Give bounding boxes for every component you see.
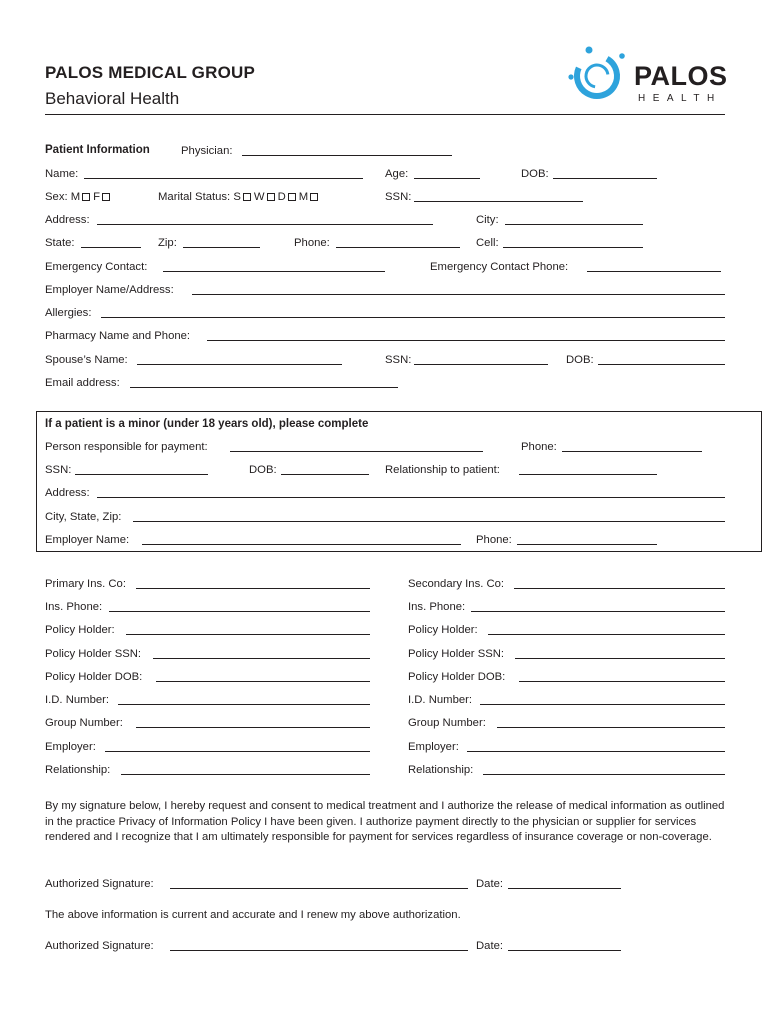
minor-phone-label: Phone: [521, 441, 557, 453]
primary-holder-dob-field[interactable] [156, 681, 370, 682]
signature-1-label: Authorized Signature: [45, 878, 154, 890]
marital-m-checkbox[interactable] [310, 193, 318, 201]
minor-heading: If a patient is a minor (under 18 years old), please complete [45, 418, 369, 430]
secondary-relationship-field[interactable] [483, 774, 725, 775]
secondary-phone-field[interactable] [471, 611, 725, 612]
ssn-label: SSN: [385, 191, 412, 203]
sex-f-label: F [93, 191, 101, 203]
emergency-contact-label: Emergency Contact: [45, 261, 148, 273]
secondary-ins-field[interactable] [514, 588, 725, 589]
palos-logo [566, 42, 730, 106]
marital-status-label: Marital Status: [158, 191, 231, 203]
minor-ssn-field[interactable] [75, 474, 208, 475]
state-label: State: [45, 237, 75, 249]
date-2-field[interactable] [508, 950, 621, 951]
city-field[interactable] [505, 224, 643, 225]
date-1-field[interactable] [508, 888, 621, 889]
minor-dob-field[interactable] [281, 474, 369, 475]
spouse-name-label: Spouse’s Name: [45, 354, 128, 366]
city-state-zip-label: City, State, Zip: [45, 511, 122, 523]
sex-label: Sex: [45, 191, 68, 203]
minor-employer-phone-field[interactable] [517, 544, 657, 545]
allergies-label: Allergies: [45, 307, 92, 319]
secondary-group-field[interactable] [497, 727, 725, 728]
primary-phone-label: Ins. Phone: [45, 601, 103, 613]
department-name: Behavioral Health [45, 89, 180, 108]
spouse-ssn-label: SSN: [385, 354, 412, 366]
minor-employer-phone-label: Phone: [476, 534, 512, 546]
city-label: City: [476, 214, 499, 226]
name-field[interactable] [84, 178, 363, 179]
primary-employer-field[interactable] [105, 751, 370, 752]
secondary-phone-label: Ins. Phone: [408, 601, 466, 613]
secondary-holder-label: Policy Holder: [408, 624, 478, 636]
marital-w-checkbox[interactable] [267, 193, 275, 201]
sex-m-checkbox[interactable] [82, 193, 90, 201]
secondary-holder-ssn-label: Policy Holder SSN: [408, 648, 505, 660]
emergency-phone-label: Emergency Contact Phone: [430, 261, 569, 273]
city-state-zip-field[interactable] [133, 521, 725, 522]
consent-paragraph: By my signature below, I hereby request and consent to medical treatment and I authorize the release of medical information as outlined in the practice Privacy of Information Policy I have been given. I authorize payment directly to the physician or supplier for services rendered and I recognize that I am ultimately responsible for payment for services regardless of insurance coverage or non-coverage. [45, 800, 725, 844]
signature-1-field[interactable] [170, 888, 468, 889]
primary-id-label: I.D. Number: [45, 694, 110, 706]
zip-field[interactable] [183, 247, 260, 248]
responsible-field[interactable] [230, 451, 483, 452]
minor-address-field[interactable] [97, 497, 725, 498]
email-label: Email address: [45, 377, 120, 389]
marital-row [158, 190, 321, 204]
primary-holder-field[interactable] [126, 634, 370, 635]
ssn-field[interactable] [414, 201, 583, 202]
physician-label: Physician: [181, 145, 233, 157]
date-1-label: Date: [476, 878, 504, 890]
spouse-name-field[interactable] [137, 364, 342, 365]
marital-s-label: S [233, 191, 241, 203]
sex-f-checkbox[interactable] [102, 193, 110, 201]
minor-ssn-label: SSN: [45, 464, 72, 476]
emergency-contact-field[interactable] [163, 271, 385, 272]
relationship-field[interactable] [519, 474, 657, 475]
primary-holder-ssn-field[interactable] [153, 658, 370, 659]
primary-ins-label: Primary Ins. Co: [45, 578, 126, 590]
cell-field[interactable] [503, 247, 643, 248]
allergies-field[interactable] [101, 317, 725, 318]
emergency-phone-field[interactable] [587, 271, 721, 272]
date-2-label: Date: [476, 940, 504, 952]
pharmacy-field[interactable] [207, 340, 725, 341]
secondary-id-label: I.D. Number: [408, 694, 473, 706]
secondary-employer-field[interactable] [467, 751, 725, 752]
marital-w-label: W [253, 191, 265, 203]
marital-d-label: D [277, 191, 286, 203]
primary-ins-field[interactable] [136, 588, 370, 589]
secondary-group-label: Group Number: [408, 717, 486, 729]
pharmacy-label: Pharmacy Name and Phone: [45, 330, 191, 342]
signature-2-label: Authorized Signature: [45, 940, 154, 952]
spouse-dob-field[interactable] [598, 364, 725, 365]
secondary-holder-field[interactable] [488, 634, 725, 635]
sex-row [45, 190, 113, 204]
name-label: Name: [45, 168, 79, 180]
logo-tagline: HEALTH [638, 93, 722, 104]
primary-relationship-field[interactable] [121, 774, 370, 775]
primary-holder-label: Policy Holder: [45, 624, 115, 636]
email-field[interactable] [130, 387, 398, 388]
secondary-holder-dob-label: Policy Holder DOB: [408, 671, 506, 683]
physician-field[interactable] [242, 155, 452, 156]
primary-holder-dob-label: Policy Holder DOB: [45, 671, 143, 683]
sex-m-label: M [70, 191, 81, 203]
primary-employer-label: Employer: [45, 741, 96, 753]
marital-d-checkbox[interactable] [288, 193, 296, 201]
minor-section-box [36, 411, 762, 552]
primary-holder-ssn-label: Policy Holder SSN: [45, 648, 142, 660]
relationship-label: Relationship to patient: [385, 464, 500, 476]
secondary-ins-label: Secondary Ins. Co: [408, 578, 505, 590]
secondary-id-field[interactable] [480, 704, 725, 705]
minor-dob-label: DOB: [249, 464, 277, 476]
primary-phone-field[interactable] [109, 611, 370, 612]
minor-address-label: Address: [45, 487, 90, 499]
secondary-holder-ssn-field[interactable] [515, 658, 725, 659]
spouse-dob-label: DOB: [566, 354, 594, 366]
cell-label: Cell: [476, 237, 499, 249]
header-rule [45, 114, 725, 115]
dob-label: DOB: [521, 168, 549, 180]
primary-relationship-label: Relationship: [45, 764, 111, 776]
patient-info-heading: Patient Information [45, 144, 150, 156]
primary-group-label: Group Number: [45, 717, 123, 729]
signature-2-field[interactable] [170, 950, 468, 951]
secondary-holder-dob-field[interactable] [519, 681, 725, 682]
logo-word: PALOS [634, 61, 728, 91]
primary-id-field[interactable] [118, 704, 370, 705]
address-label: Address: [45, 214, 90, 226]
employer-field[interactable] [192, 294, 725, 295]
zip-label: Zip: [158, 237, 177, 249]
spouse-ssn-field[interactable] [414, 364, 548, 365]
phone-field[interactable] [336, 247, 460, 248]
marital-m-label: M [298, 191, 309, 203]
org-name: PALOS MEDICAL GROUP [45, 63, 256, 82]
minor-employer-field[interactable] [142, 544, 461, 545]
responsible-label: Person responsible for payment: [45, 441, 208, 453]
phone-label: Phone: [294, 237, 330, 249]
age-label: Age: [385, 168, 409, 180]
address-field[interactable] [97, 224, 433, 225]
secondary-employer-label: Employer: [408, 741, 459, 753]
age-field[interactable] [414, 178, 480, 179]
renewal-statement: The above information is current and accurate and I renew my above authorization. [45, 909, 461, 921]
state-field[interactable] [81, 247, 141, 248]
employer-label: Employer Name/Address: [45, 284, 174, 296]
secondary-relationship-label: Relationship: [408, 764, 474, 776]
minor-phone-field[interactable] [562, 451, 702, 452]
minor-employer-label: Employer Name: [45, 534, 130, 546]
marital-s-checkbox[interactable] [243, 193, 251, 201]
primary-group-field[interactable] [136, 727, 370, 728]
dob-field[interactable] [553, 178, 657, 179]
swirl-logo-icon [566, 42, 632, 106]
